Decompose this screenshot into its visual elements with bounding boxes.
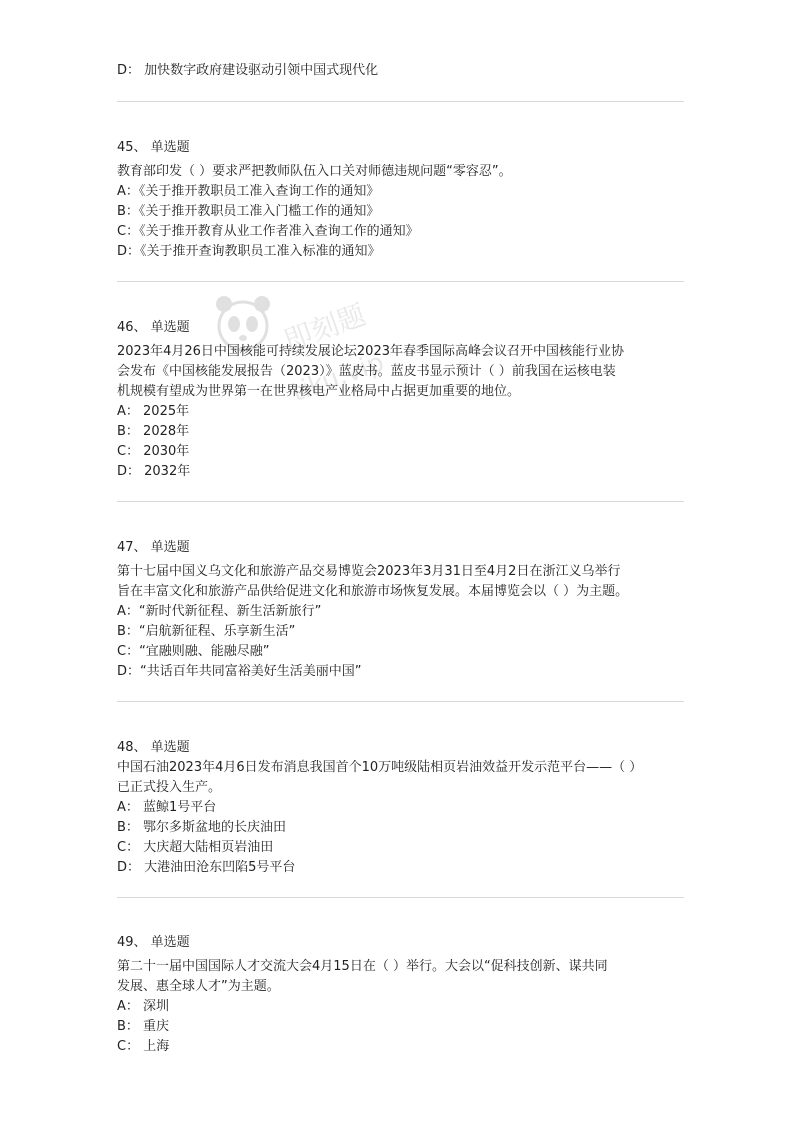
question-header: 45、 单选题	[117, 140, 190, 155]
question-stem-line: 已正式投入生产。	[117, 780, 222, 795]
question-stem-line: 会发布《中国核能发展报告（2023）》蓝皮书。蓝皮书显示预计（ ）前我国在运核电装	[117, 364, 616, 379]
question-stem: 教育部印发（ ）要求严把教师队伍入口关对师德违规问题“零容忍”。	[117, 164, 512, 179]
option-d: D： 2032年	[117, 464, 191, 479]
option-c: C：“宜融则融、能融尽融”	[117, 644, 270, 659]
option-b: B：《关于推开教职员工准入门槛工作的通知》	[117, 204, 380, 219]
question-stem-line: 2023年4月26日中国核能可持续发展论坛2023年春季国际高峰会议召开中国核能行业协	[117, 344, 624, 359]
option-d: D： 加快数字政府建设驱动引领中国式现代化	[117, 63, 379, 78]
option-b: B： 鄂尔多斯盆地的长庆油田	[117, 820, 287, 835]
question-stem-line: 第二十一届中国国际人才交流大会4月15日在（ ）举行。大会以“促科技创新、谋共同	[117, 959, 608, 974]
option-c: C： 上海	[117, 1039, 170, 1054]
watermark-text-url: tiku.vip	[288, 347, 389, 409]
question-stem-line: 机规模有望成为世界第一在世界核电产业格局中占据更加重要的地位。	[117, 384, 521, 399]
question-header: 46、 单选题	[117, 320, 190, 335]
option-d: D：《关于推开查询教职员工准入标准的通知》	[117, 244, 381, 259]
option-a: A：《关于推开教职员工准入查询工作的通知》	[117, 184, 380, 199]
watermark-text-cn: 即刻题	[279, 297, 370, 358]
option-a: A：“新时代新征程、新生活新旅行”	[117, 604, 322, 619]
option-a: A： 蓝鲸1号平台	[117, 800, 217, 815]
divider	[117, 501, 684, 502]
question-stem-line: 中国石油2023年4月6日发布消息我国首个10万吨级陆相页岩油效益开发示范平台——（ ）	[117, 760, 643, 775]
option-b: B： 2028年	[117, 424, 190, 439]
divider	[117, 897, 684, 898]
question-header: 49、 单选题	[117, 935, 190, 950]
option-c: C： 2030年	[117, 444, 190, 459]
option-a: A： 2025年	[117, 404, 190, 419]
option-c: C：《关于推开教育从业工作者准入查询工作的通知》	[117, 224, 419, 239]
divider	[117, 701, 684, 702]
question-stem-line: 第十七届中国义乌文化和旅游产品交易博览会2023年3月31日至4月2日在浙江义乌举行	[117, 564, 621, 579]
question-header: 47、 单选题	[117, 540, 190, 555]
option-d: D：“共话百年共同富裕美好生活美丽中国”	[117, 664, 362, 679]
option-a: A： 深圳	[117, 999, 170, 1014]
option-c: C： 大庆超大陆相页岩油田	[117, 840, 274, 855]
divider	[117, 101, 684, 102]
option-b: B： 重庆	[117, 1019, 170, 1034]
option-b: B：“启航新征程、乐享新生活”	[117, 624, 296, 639]
option-d: D： 大港油田沧东凹陷5号平台	[117, 860, 296, 875]
question-header: 48、 单选题	[117, 740, 190, 755]
question-stem-line: 发展、惠全球人才”为主题。	[117, 979, 280, 994]
divider	[117, 281, 684, 282]
question-stem-line: 旨在丰富文化和旅游产品供给促进文化和旅游市场恢复发展。本届博览会以（ ）为主题。	[117, 584, 629, 599]
